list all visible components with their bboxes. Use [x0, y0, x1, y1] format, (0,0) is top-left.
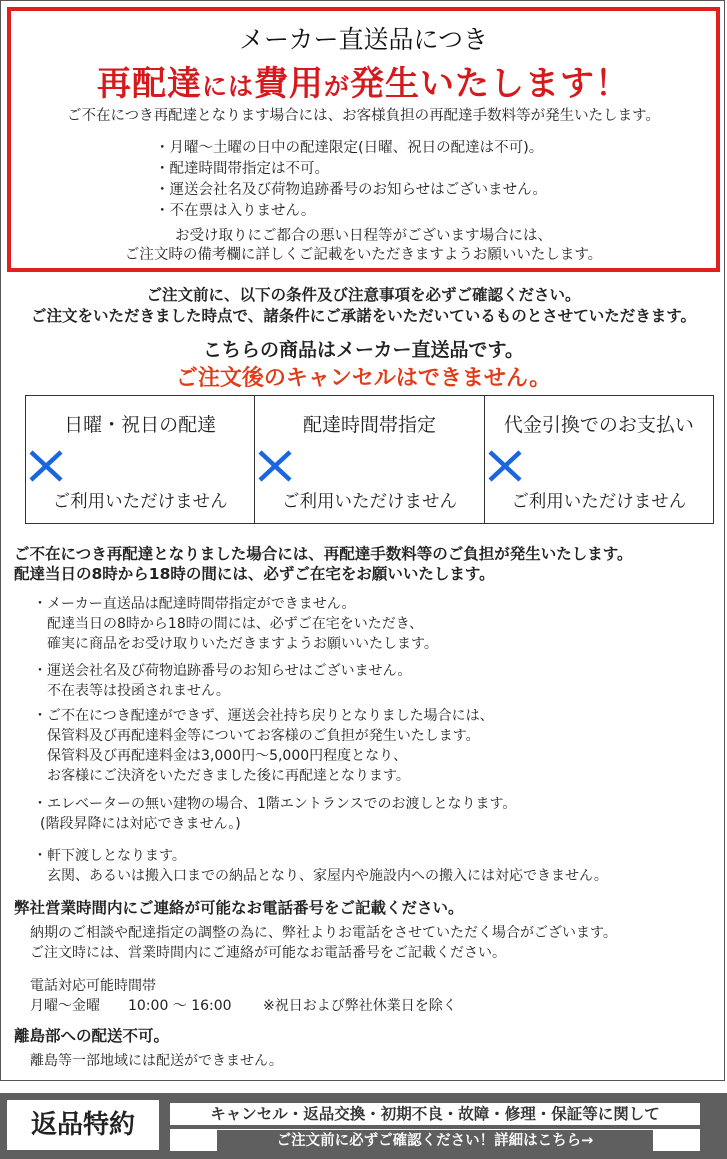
island-body: 離島等一部地域には配送ができません。 — [30, 1053, 283, 1069]
service-name: 代金引換でのお支払い — [503, 414, 694, 436]
notice-bullet: ・月曜～土曜の日中の配達限定(日曜、祝日の配達は不可)。 — [155, 140, 544, 156]
service-status: ご利用いただけません — [52, 492, 228, 512]
phone-heading: 弊社営業時間内にご連絡が可能なお電話番号をご記載ください。 — [14, 899, 464, 917]
point-text: ・ご不在につき配達ができず、運送会社持ち戻りとなりました場合には、 — [33, 708, 494, 724]
service-cell — [25, 395, 255, 524]
phone-body: 納期のご相談や配達指定の調整の為に、弊社よりお電話をさせていただく場合がございます。 — [30, 925, 617, 941]
service-status: ご利用いただけません — [511, 492, 687, 512]
point-text: ・エレベーターの無い建物の場合、1階エントランスでのお渡しとなります。 — [33, 796, 517, 812]
conditions-line: ご注文前に、以下の条件及び注意事項を必ずご確認ください。 — [146, 286, 581, 304]
notice-closing: ご注文時の備考欄に詳しくご記載をいただきますようお願いいたします。 — [124, 247, 603, 263]
notice-bullet: ・不在票は入りません。 — [155, 203, 316, 219]
cross-icon — [485, 448, 525, 484]
service-cell — [485, 395, 714, 524]
cross-icon — [26, 448, 66, 484]
island-heading: 離島部への配送不可。 — [14, 1027, 170, 1045]
no-cancel-warning: ご注文後のキャンセルはできません。 — [175, 366, 552, 391]
phone-exclusion: ※祝日および弊社休業日を除く — [263, 998, 457, 1014]
notice-closing: お受け取りにご都合の悪い日程等がございます場合には、 — [175, 228, 552, 244]
point-text: ・軒下渡しとなります。 — [33, 848, 186, 864]
conditions-line: ご注文をいただきました時点で、諸条件にご承諾をいただいているものとさせていただきます。 — [31, 307, 696, 325]
returns-footer[interactable] — [0, 1093, 727, 1159]
point-text: 確実に商品をお受け取りいただきますようお願いいたします。 — [47, 636, 438, 652]
point-text: 配達当日の8時から18時の間には、必ずご在宅をいただき、 — [47, 616, 424, 632]
absence-line: 配達当日の8時から18時の間には、必ずご在宅をお願いいたします。 — [14, 565, 495, 583]
service-cell — [255, 395, 484, 524]
point-text: お客様にご決済をいただきました後に再配達となります。 — [47, 768, 410, 784]
phone-body: ご注文時には、営業時間内にご連絡が可能なお電話番号をご記載ください。 — [30, 945, 506, 961]
service-name: 配達時間帯指定 — [302, 414, 436, 436]
notice-intro: ご不在につき再配達となります場合には、お客様負担の再配達手数料等が発生いたします。 — [66, 108, 661, 124]
notice-headline: 再配達には費用が発生いたします！ — [96, 64, 631, 104]
phone-hours: 10:00 ～ 16:00 — [128, 998, 232, 1014]
service-name: 日曜・祝日の配達 — [64, 414, 217, 436]
direct-ship-note: こちらの商品はメーカー直送品です。 — [202, 339, 525, 361]
phone-days: 月曜～金曜 — [30, 998, 100, 1014]
point-text: (階段昇降には対応できません。) — [40, 816, 241, 832]
notice-bullet: ・運送会社名及び荷物追跡番号のお知らせはございません。 — [155, 182, 547, 198]
unavailable-services-table — [25, 395, 714, 524]
phone-hours-label: 電話対応可能時間帯 — [30, 978, 156, 994]
returns-title: 返品特約 — [7, 1100, 159, 1150]
returns-details-link[interactable] — [170, 1129, 700, 1151]
returns-topics: キャンセル・返品交換・初期不良・故障・修理・保証等に関して — [170, 1103, 700, 1125]
returns-details-link-text: ご注文前に必ずご確認ください！詳細はこちら→ — [217, 1130, 654, 1152]
notice-bullet: ・配達時間帯指定は不可。 — [155, 161, 329, 177]
absence-line: ご不在につき再配達となりました場合には、再配達手数料等のご負担が発生いたします。 — [14, 545, 633, 563]
point-text: 玄関、あるいは搬入口までの納品となり、家屋内や施設内への搬入には対応できません。 — [47, 868, 608, 884]
cross-icon — [255, 448, 295, 484]
point-text: 保管料及び再配達料金は3,000円～5,000円程度となり、 — [47, 748, 408, 764]
point-text: ・運送会社名及び荷物追跡番号のお知らせはございません。 — [33, 663, 412, 679]
point-text: 不在表等は投函されません。 — [47, 683, 230, 699]
service-status: ご利用いただけません — [281, 492, 457, 512]
notice-heading: メーカー直送品につき — [238, 25, 488, 54]
point-text: ・メーカー直送品は配達時間帯指定ができません。 — [33, 596, 356, 612]
point-text: 保管料及び再配達料金等についてお客様のご負担が発生いたします。 — [47, 728, 480, 744]
